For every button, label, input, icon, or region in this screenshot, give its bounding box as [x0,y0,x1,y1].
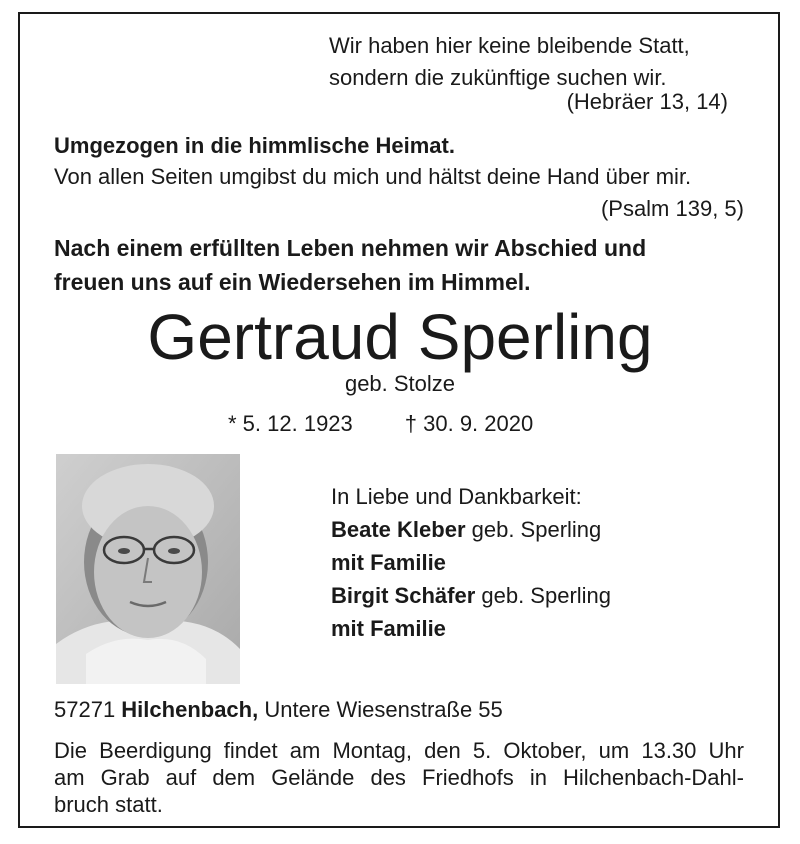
psalm-reference: (Psalm 139, 5) [600,196,744,221]
portrait-image [56,454,240,684]
address [54,694,503,726]
family-member [331,513,611,546]
verse-line-1: Wir haben hier keine bleibende Statt, [329,33,690,58]
psalm-text: Von allen Seiten umgibst du mich und hältst deine Hand über mir. [54,164,692,189]
farewell-text [54,231,646,299]
deceased-name: Gertraud Sperling [147,301,653,373]
member-family: mit Familie [331,550,446,575]
life-dates [228,408,533,440]
verse-reference: (Hebräer 13, 14) [566,89,728,114]
member-name: Beate Kleber [331,517,466,542]
birth-date: * 5. 12. 1923 [228,411,353,436]
death-date: † 30. 9. 2020 [404,411,534,436]
bible-verse [329,30,690,94]
address-zip: 57271 [54,697,122,722]
member-family: mit Familie [331,616,446,641]
heading-heimat: Umgezogen in die himmlische Heimat. [54,133,455,158]
burial-line-1: Die Beerdigung findet am Montag, den 5. Oktober, um 13.30 Uhr [54,738,744,763]
address-street: Untere Wiesenstraße 55 [258,697,503,722]
family-intro: In Liebe und Dankbarkeit: [331,484,582,509]
farewell-line-2: freuen uns auf ein Wiedersehen im Himmel. [54,269,531,295]
address-city: Hilchenbach, [121,697,259,722]
burial-line-2: am Grab auf dem Gelände des Friedhofs in Hilchenbach-Dahl- [54,765,744,790]
family-member [331,579,611,612]
portrait-photo [56,454,240,684]
burial-info [54,737,744,818]
maiden-name: geb. Stolze [344,371,456,396]
verse-line-2: sondern die zukünftige suchen wir. [329,65,667,90]
member-suffix: geb. Sperling [475,583,612,608]
member-suffix: geb. Sperling [465,517,602,542]
member-name: Birgit Schäfer [331,583,476,608]
farewell-line-1: Nach einem erfüllten Leben nehmen wir Abschied und [54,235,647,261]
family-list [331,480,611,645]
burial-line-3: bruch statt. [54,792,163,817]
